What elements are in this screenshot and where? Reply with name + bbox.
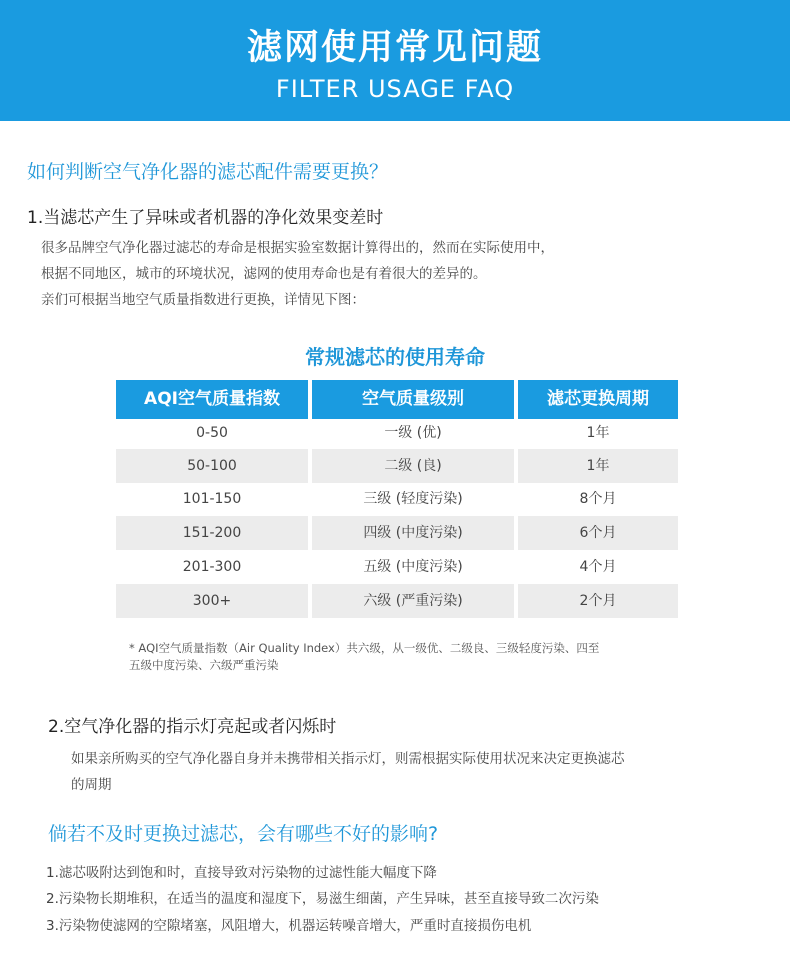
table-cell: 300+ [116, 584, 308, 618]
table-cell: 1年 [586, 425, 610, 441]
question-heading-2: 倘若不及时更换过滤芯，会有哪些不好的影响? [48, 823, 439, 845]
table-cell: 二级 (良) [312, 449, 514, 483]
table-cell: 一级 (优) [384, 425, 442, 441]
table-cell: 六级 (严重污染) [312, 584, 514, 618]
table-cell: 1年 [518, 449, 678, 483]
table-cell: 0-50 [196, 425, 228, 441]
table-cell: 4个月 [579, 559, 617, 575]
page-title: 滤网使用常见问题 [246, 28, 543, 68]
table-header-cycle: 滤芯更换周期 [518, 380, 678, 419]
table-cell: 201-300 [182, 559, 242, 575]
impact-item-1: 1.滤芯吸附达到饱和时，直接导致对污染物的过滤性能大幅度下降 [46, 865, 437, 881]
header-banner [0, 0, 790, 121]
point-1-line-2: 根据不同地区，城市的环境状况，滤网的使用寿命也是有着很大的差异的。 [41, 266, 487, 282]
point-2-line-1: 如果亲所购买的空气净化器自身并未携带相关指示灯，则需根据实际使用状况来决定更换滤芯 [71, 751, 625, 767]
table-note-line-1: * AQI空气质量指数（Air Quality Index）共六级，从一级优、二级良、三级轻度污染、四至 [129, 641, 600, 655]
table-cell: 8个月 [579, 491, 617, 507]
table-cell: 三级 (轻度污染) [363, 491, 463, 507]
table-cell: 五级 (中度污染) [363, 559, 463, 575]
table-cell: 50-100 [116, 449, 308, 483]
table-cell: 2个月 [518, 584, 678, 618]
page-subtitle: FILTER USAGE FAQ [275, 75, 515, 103]
point-2-title: 2.空气净化器的指示灯亮起或者闪烁时 [48, 717, 337, 737]
impact-item-2: 2.污染物长期堆积，在适当的温度和湿度下，易滋生细菌，产生异味，甚至直接导致二次污染 [46, 891, 599, 907]
table-cell: 101-150 [182, 491, 242, 507]
point-2-line-2: 的周期 [71, 777, 112, 793]
point-1-line-3: 亲们可根据当地空气质量指数进行更换，详情见下图： [41, 292, 365, 308]
impact-item-3: 3.污染物使滤网的空隙堵塞，风阻增大，机器运转噪音增大，严重时直接损伤电机 [46, 918, 532, 934]
table-header-level: 空气质量级别 [312, 380, 514, 419]
point-1-title: 1.当滤芯产生了异味或者机器的净化效果变差时 [27, 208, 384, 228]
table-note-line-2: 五级中度污染、六级严重污染 [129, 658, 279, 672]
table-cell: 四级 (中度污染) [312, 516, 514, 550]
point-1-line-1: 很多品牌空气净化器过滤芯的寿命是根据实验室数据计算得出的，然而在实际使用中， [41, 240, 554, 256]
table-cell: 6个月 [518, 516, 678, 550]
table-header-aqi: AQI空气质量指数 [116, 380, 308, 419]
question-heading-1: 如何判断空气净化器的滤芯配件需要更换？ [27, 161, 389, 183]
table-title: 常规滤芯的使用寿命 [305, 345, 485, 369]
table-cell: 151-200 [116, 516, 308, 550]
